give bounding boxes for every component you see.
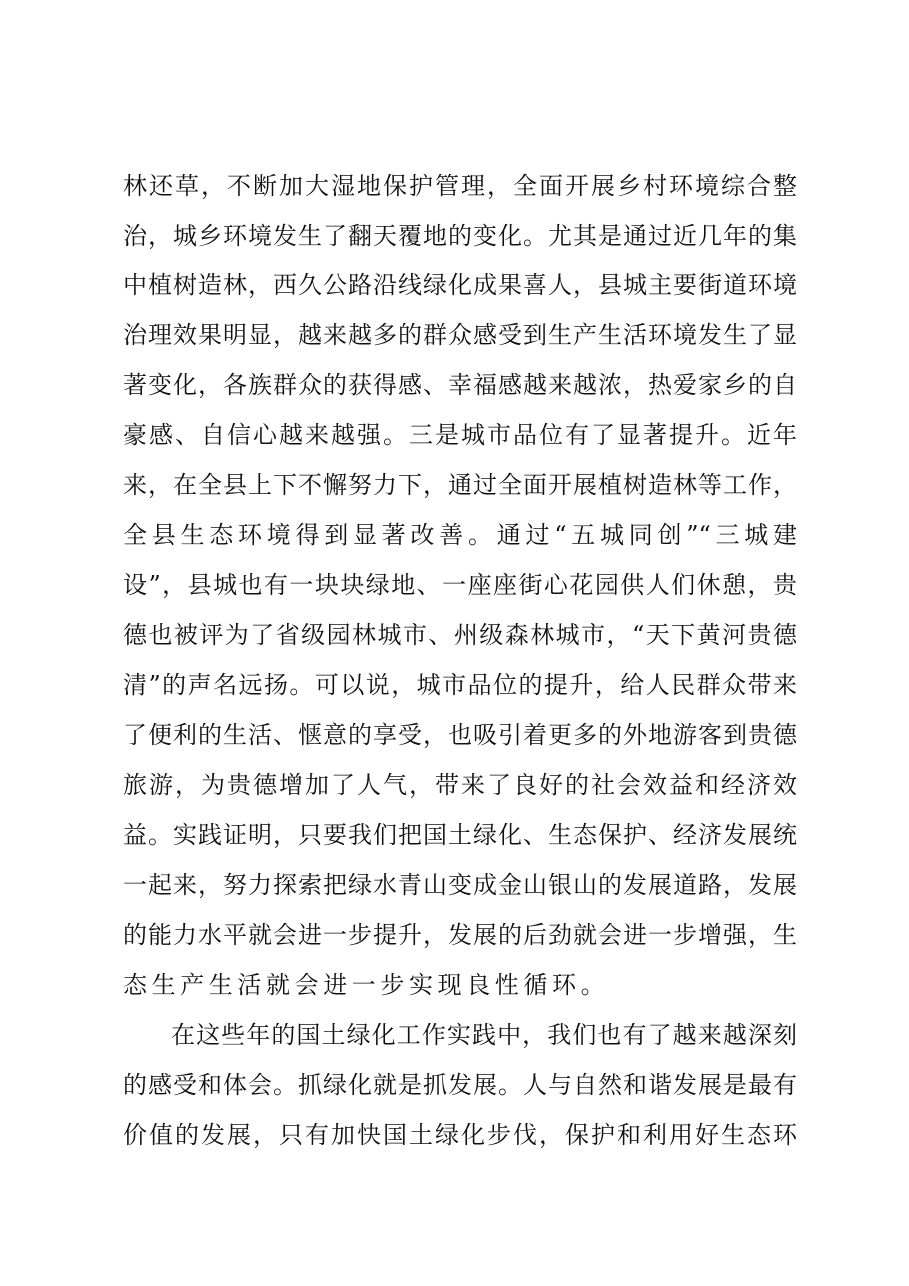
text-line: 中植树造林，西久公路沿线绿化成果喜人，县城主要街道环境 (123, 271, 797, 299)
text-line: 了便利的生活、惬意的享受，也吸引着更多的外地游客到贵德 (123, 721, 797, 749)
text-line: 来，在全县上下不懈努力下，通过全面开展植树造林等工作， (123, 471, 797, 499)
text-line: 益。实践证明，只要我们把国土绿化、生态保护、经济发展统 (123, 821, 797, 849)
text-line: 全县生态环境得到显著改善。通过“五城同创”“三城建 (123, 521, 797, 549)
text-line: 一起来，努力探索把绿水青山变成金山银山的发展道路，发展 (123, 871, 797, 899)
text-line: 治，城乡环境发生了翻天覆地的变化。尤其是通过近几年的集 (123, 222, 797, 250)
text-line: 旅游，为贵德增加了人气，带来了良好的社会效益和经济效 (123, 771, 797, 799)
text-line: 设”，县城也有一块块绿地、一座座街心花园供人们休憩，贵 (123, 571, 797, 599)
text-line: 德也被评为了省级园林城市、州级森林城市，“天下黄河贵德 (123, 621, 797, 649)
text-line: 价值的发展，只有加快国土绿化步伐，保护和利用好生态环 (123, 1121, 797, 1149)
text-line: 的感受和体会。抓绿化就是抓发展。人与自然和谐发展是最有 (123, 1071, 797, 1099)
text-line: 治理效果明显，越来越多的群众感受到生产生活环境发生了显 (123, 321, 797, 349)
text-line: 林还草，不断加大湿地保护管理，全面开展乡村环境综合整 (123, 172, 797, 200)
text-line: 的能力水平就会进一步提升，发展的后劲就会进一步增强，生 (123, 921, 797, 949)
text-line: 态生产生活就会进一步实现良性循环。 (123, 971, 610, 999)
text-line: 清”的声名远扬。可以说，城市品位的提升，给人民群众带来 (123, 671, 797, 699)
text-line: 在这些年的国土绿化工作实践中，我们也有了越来越深刻 (171, 1021, 797, 1049)
text-line: 豪感、自信心越来越强。三是城市品位有了显著提升。近年 (123, 421, 797, 449)
text-line: 著变化，各族群众的获得感、幸福感越来越浓，热爱家乡的自 (123, 371, 797, 399)
